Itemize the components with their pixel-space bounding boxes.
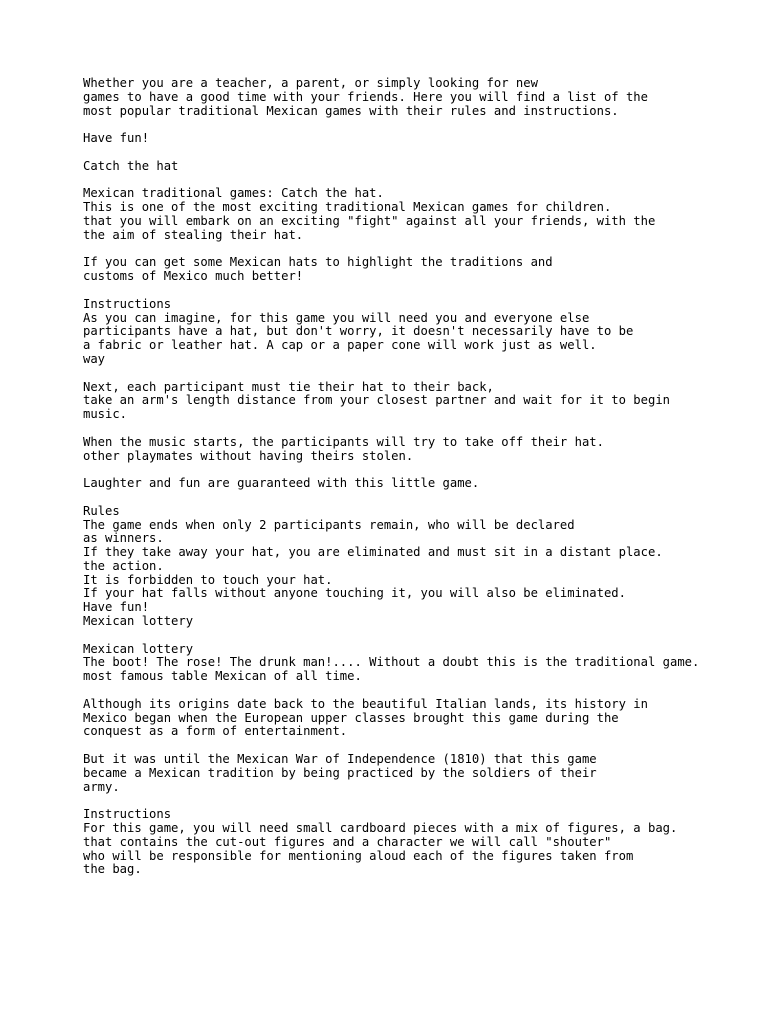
text-line: Have fun!: [83, 600, 150, 615]
text-line: If you can get some Mexican hats to highlight the traditions and: [83, 255, 553, 270]
text-line: Whether you are a teacher, a parent, or simply looking for new: [83, 76, 538, 90]
text-line: It is forbidden to touch your hat.: [83, 572, 333, 587]
text-line: Mexican traditional games: Catch the hat.: [83, 186, 384, 201]
text-line: who will be responsible for mentioning aloud each of the figures taken from: [83, 848, 634, 863]
text-line: [83, 463, 763, 477]
text-line: Mexico began when the European upper classes brought this game during the: [83, 710, 619, 725]
text-line: Next, each participant must tie their hat to their back,: [83, 379, 494, 394]
text-line: participants have a hat, but don't worry, it doesn't necessarily have to be: [83, 324, 634, 339]
text-line: The game ends when only 2 participants remain, who will be declared: [83, 517, 575, 532]
text-line: conquest as a form of entertainment.: [83, 724, 348, 739]
text-line: customs of Mexico much better!: [83, 269, 304, 284]
text-line: Although its origins date back to the beautiful Italian lands, its history in: [83, 696, 648, 711]
document-body: [83, 77, 763, 877]
text-line: most popular traditional Mexican games with their rules and instructions.: [83, 103, 619, 118]
text-line: [83, 491, 763, 505]
text-line: If they take away your hat, you are eliminated and must sit in a distant place.: [83, 545, 663, 560]
text-line: [83, 794, 763, 808]
text-line: the action.: [83, 558, 164, 573]
text-line: [83, 684, 763, 698]
text-line: became a Mexican tradition by being practiced by the soldiers of their: [83, 765, 597, 780]
text-line: most famous table Mexican of all time.: [83, 669, 362, 684]
text-line: If your hat falls without anyone touching it, you will also be eliminated.: [83, 586, 626, 601]
text-line: take an arm's length distance from your closest partner and wait for it to begin: [83, 393, 670, 408]
text-line: a fabric or leather hat. A cap or a paper cone will work just as well.: [83, 338, 597, 353]
text-line: [83, 243, 763, 257]
text-line: Catch the hat: [83, 158, 179, 173]
text-line: This is one of the most exciting traditional Mexican games for children.: [83, 200, 612, 215]
text-line: Laughter and fun are guaranteed with this little game.: [83, 476, 480, 491]
text-line: For this game, you will need small cardboard pieces with a mix of figures, a bag.: [83, 821, 678, 836]
text-line: Instructions: [83, 296, 172, 311]
text-line: music.: [83, 407, 128, 422]
text-line: As you can imagine, for this game you will need you and everyone else: [83, 310, 590, 325]
text-line: as winners.: [83, 531, 164, 546]
text-line: army.: [83, 779, 120, 794]
text-line: [83, 629, 763, 643]
text-line: [83, 422, 763, 436]
text-line: Instructions: [83, 807, 172, 822]
text-line: When the music starts, the participants will try to take off their hat.: [83, 434, 604, 449]
text-line: that you will embark on an exciting "fight" against all your friends, with the: [83, 213, 656, 228]
text-line: [83, 367, 763, 381]
text-line: the aim of stealing their hat.: [83, 227, 304, 242]
text-line: other playmates without having theirs stolen.: [83, 448, 414, 463]
text-line: that contains the cut-out figures and a character we will call "shouter": [83, 834, 612, 849]
text-line: Rules: [83, 503, 120, 518]
text-line: Mexican lottery: [83, 641, 194, 656]
text-line: the bag.: [83, 862, 142, 877]
text-line: Have fun!: [83, 131, 150, 146]
text-line: Mexican lottery: [83, 614, 194, 629]
text-line: [83, 174, 763, 188]
text-line: [83, 284, 763, 298]
text-line: way: [83, 351, 106, 366]
text-line: games to have a good time with your friends. Here you will find a list of the: [83, 89, 648, 104]
text-line: But it was until the Mexican War of Independence (1810) that this game: [83, 752, 597, 767]
text-line: [83, 146, 763, 160]
text-line: [83, 739, 763, 753]
text-line: [83, 118, 763, 132]
text-line: The boot! The rose! The drunk man!.... Without a doubt this is the traditional game.: [83, 655, 700, 670]
